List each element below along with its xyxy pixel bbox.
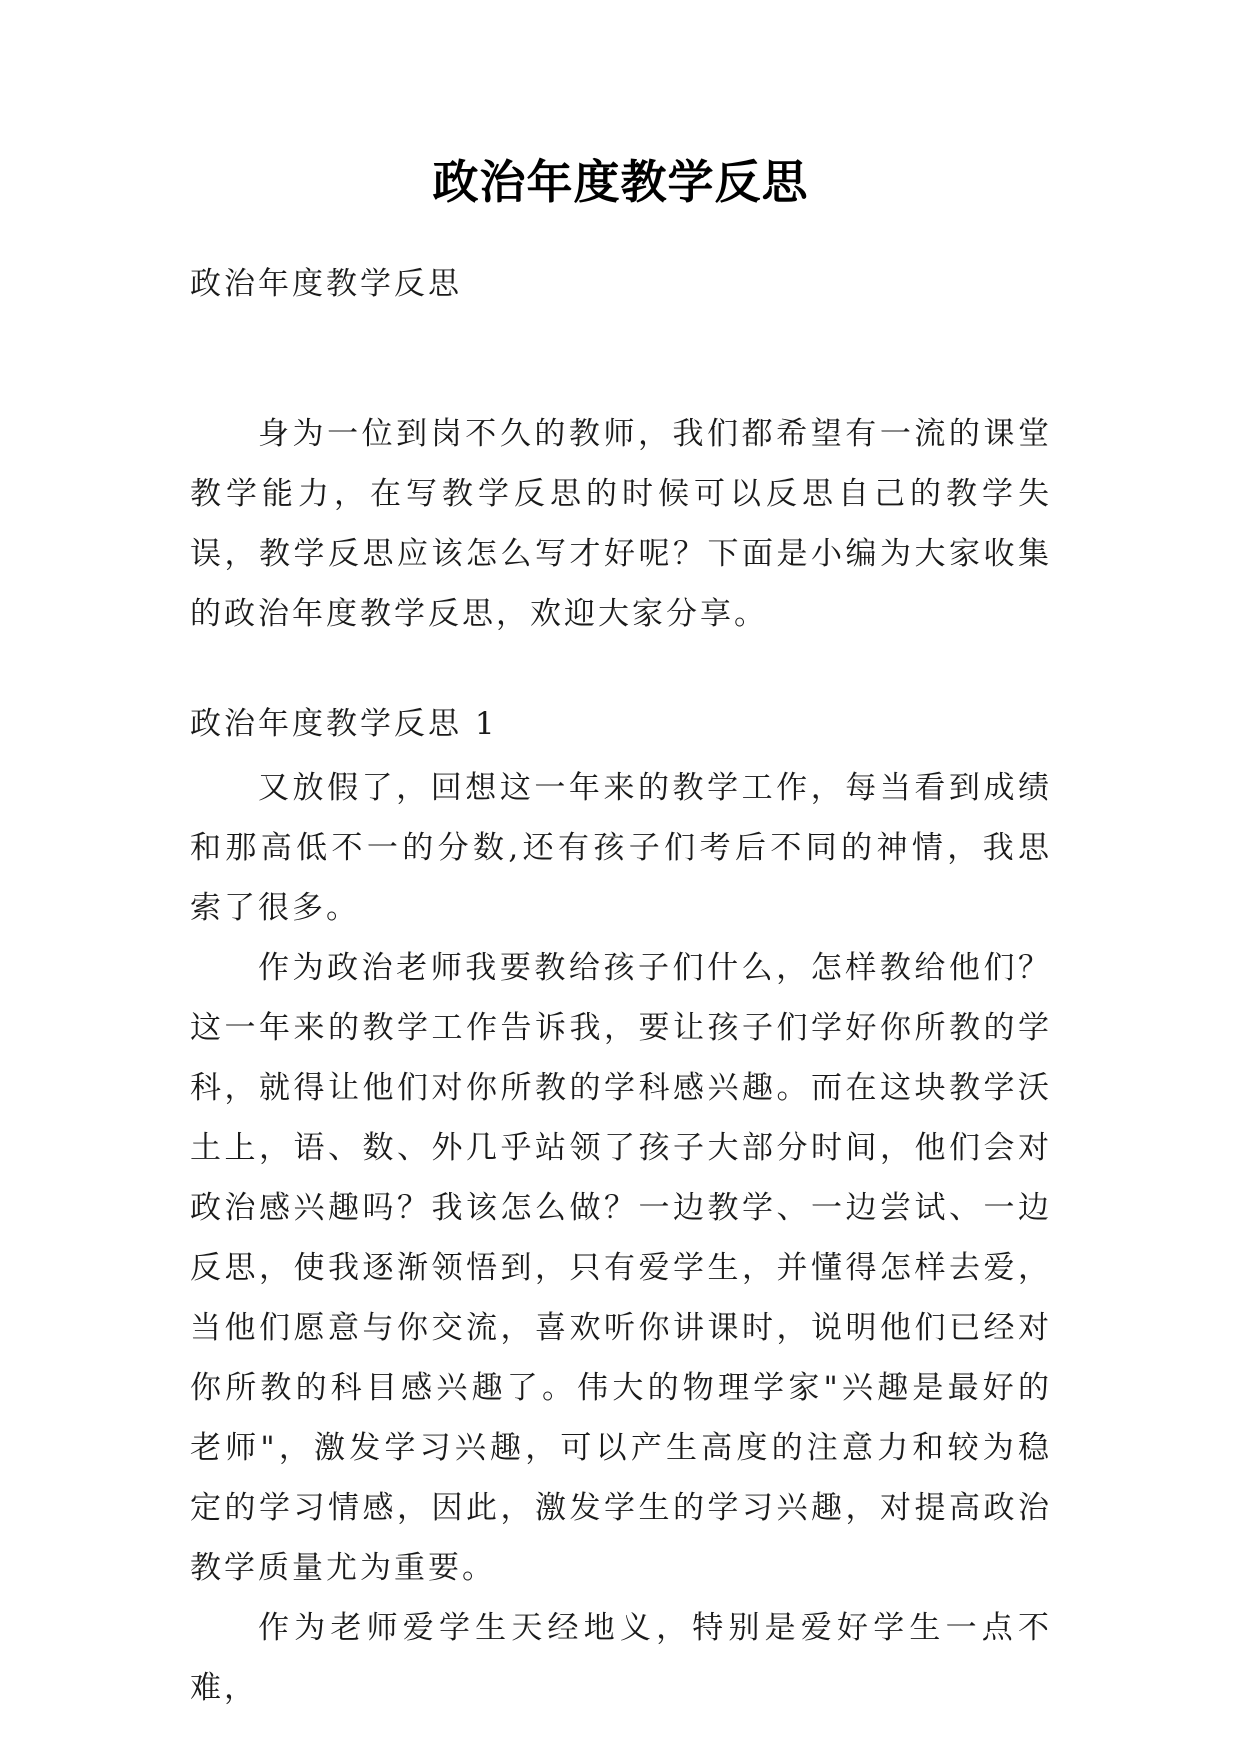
document-title: 政治年度教学反思 <box>432 155 809 209</box>
intro-block <box>190 404 1052 644</box>
body-paragraph-3: 作为老师爱学生天经地义，特别是爱好学生一点不难， <box>190 1610 1052 1706</box>
body-paragraph-1: 又放假了，回想这一年来的教学工作，每当看到成绩和那高低不一的分数,还有孩子们考后不同的神情，我思索了很多。 <box>190 770 1052 926</box>
document-subtitle: 政治年度教学反思 <box>190 266 462 302</box>
body-block <box>190 758 1052 1718</box>
section-heading: 政治年度教学反思 1 <box>190 706 498 742</box>
body-paragraph-2: 作为政治老师我要教给孩子们什么，怎样教给他们？这一年来的教学工作告诉我，要让孩子们学好你所教的学科，就得让他们对你所教的学科感兴趣。而在这块教学沃土上，语、数、外几乎站领了孩子大部分时间，他们会对政治感兴趣吗？我该怎么做？一边教学、一边尝试、一边反思，使我逐渐领悟到，只有爱学生，并懂得怎样去爱，当他们愿意与你交流，喜欢听你讲课时，说明他们已经对你所教的科目感兴趣了。伟大的物理学家"兴趣是最好的老师"，激发学习兴趣，可以产生高度的注意力和较为稳定的学习情感，因此，激发学生的学习兴趣，对提高政治教学质量尤为重要。 <box>190 950 1052 1586</box>
intro-paragraph: 身为一位到岗不久的教师，我们都希望有一流的课堂教学能力，在写教学反思的时候可以反思自己的教学失误，教学反思应该怎么写才好呢？下面是小编为大家收集的政治年度教学反思，欢迎大家分享。 <box>190 416 1052 632</box>
